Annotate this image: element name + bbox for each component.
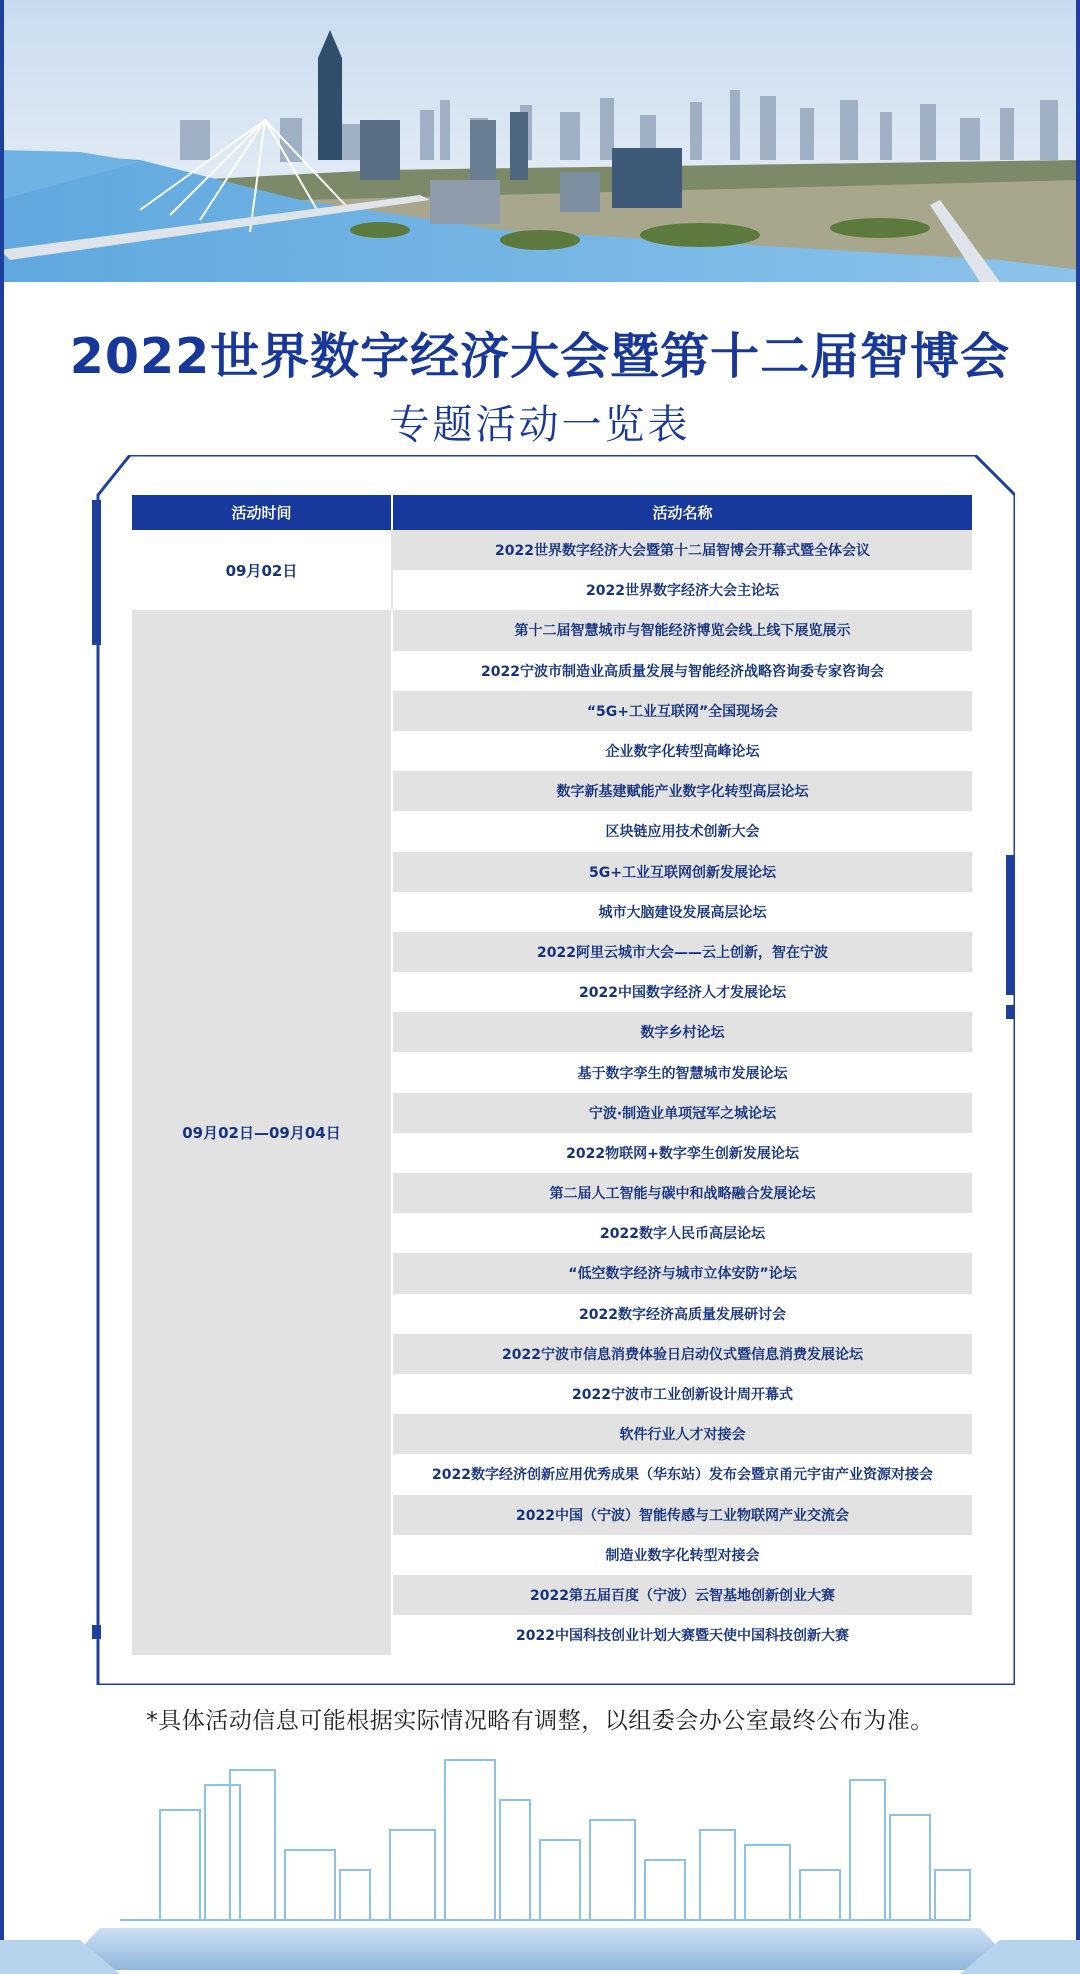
page-title: 2022世界数字经济大会暨第十二届智博会 xyxy=(69,328,1011,385)
table-row: 2022世界数字经济大会主论坛 xyxy=(393,570,972,610)
date-cell: 09月02日—09月04日 xyxy=(132,610,393,1655)
table-row: 2022数字经济创新应用优秀成果（华东站）发布会暨京甬元宇宙产业资源对接会 xyxy=(393,1454,972,1494)
table-row: 5G+工业互联网创新发展论坛 xyxy=(393,852,972,892)
table-row: 企业数字化转型高峰论坛 xyxy=(393,731,972,771)
table-header xyxy=(132,495,972,530)
table-row: 基于数字孪生的智慧城市发展论坛 xyxy=(393,1052,972,1092)
date-group xyxy=(132,530,972,610)
table-row: 2022阿里云城市大会——云上创新，智在宁波 xyxy=(393,932,972,972)
table-row: 2022中国科技创业计划大赛暨天使中国科技创新大赛 xyxy=(393,1615,972,1655)
table-row: 宁波·制造业单项冠军之城论坛 xyxy=(393,1093,972,1133)
header-time: 活动时间 xyxy=(132,495,393,530)
table-row: 数字新基建赋能产业数字化转型高层论坛 xyxy=(393,771,972,811)
table-row: 制造业数字化转型对接会 xyxy=(393,1535,972,1575)
date-group xyxy=(132,610,972,1655)
city-skyline-banner xyxy=(0,0,1080,282)
table-row: “5G+工业互联网”全国现场会 xyxy=(393,691,972,731)
table-row: 2022宁波市制造业高质量发展与智能经济战略咨询委专家咨询会 xyxy=(393,651,972,691)
table-row: 2022第五届百度（宁波）云智基地创新创业大赛 xyxy=(393,1575,972,1615)
table-row: 第二届人工智能与碳中和战略融合发展论坛 xyxy=(393,1173,972,1213)
header-name: 活动名称 xyxy=(652,504,713,522)
table-row: 2022中国（宁波）智能传感与工业物联网产业交流会 xyxy=(393,1495,972,1535)
activity-table xyxy=(132,495,972,1655)
table-row: 2022宁波市工业创新设计周开幕式 xyxy=(393,1374,972,1414)
table-row: 城市大脑建设发展高层论坛 xyxy=(393,892,972,932)
table-row: 2022宁波市信息消费体验日启动仪式暨信息消费发展论坛 xyxy=(393,1334,972,1374)
table-row: 第十二届智慧城市与智能经济博览会线上线下展览展示 xyxy=(393,610,972,650)
table-row: 软件行业人才对接会 xyxy=(393,1414,972,1454)
table-row: 2022数字经济高质量发展研讨会 xyxy=(393,1294,972,1334)
page-subtitle: 专题活动一览表 xyxy=(389,402,691,448)
table-row: 2022世界数字经济大会暨第十二届智博会开幕式暨全体会议 xyxy=(393,530,972,570)
table-row: 区块链应用技术创新大会 xyxy=(393,811,972,851)
table-row: 2022数字人民币高层论坛 xyxy=(393,1213,972,1253)
date-cell: 09月02日 xyxy=(132,530,393,610)
table-row: 2022物联网+数字孪生创新发展论坛 xyxy=(393,1133,972,1173)
skyline-illustration xyxy=(0,1730,1080,1974)
table-row: “低空数字经济与城市立体安防”论坛 xyxy=(393,1253,972,1293)
footnote: *具体活动信息可能根据实际情况略有调整，以组委会办公室最终公布为准。 xyxy=(146,1708,934,1734)
table-row: 数字乡村论坛 xyxy=(393,1012,972,1052)
table-row: 2022中国数字经济人才发展论坛 xyxy=(393,972,972,1012)
